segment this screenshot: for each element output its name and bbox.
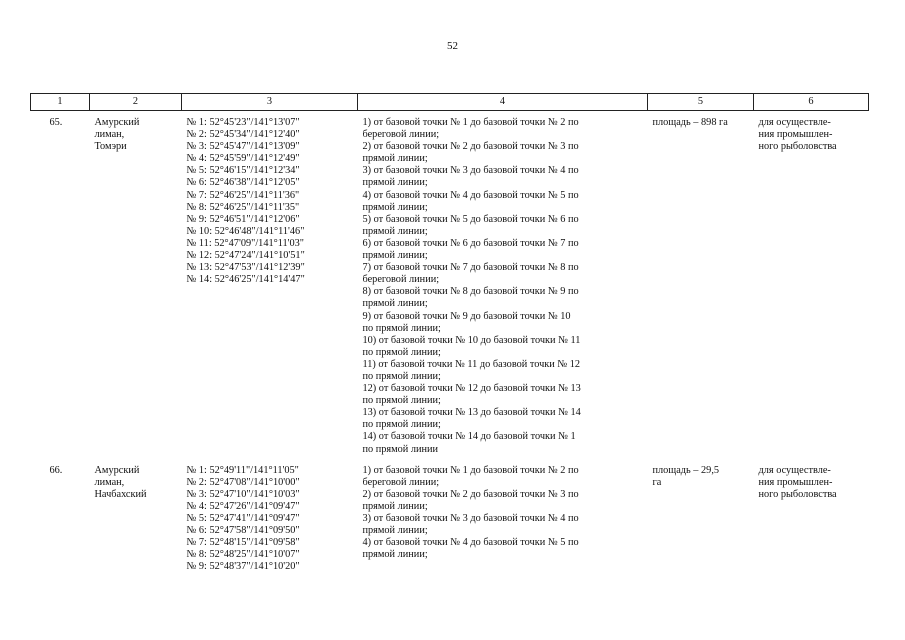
text-line: 6) от базовой точки № 6 до базовой точки № 7 по xyxy=(362,237,579,249)
text-line: по прямой линии; xyxy=(362,370,441,382)
text-line: ния промышлен- xyxy=(758,129,833,141)
text-line: 66. xyxy=(49,464,63,476)
text-line: прямой линии; xyxy=(362,177,428,189)
page-number: 52 xyxy=(447,40,458,52)
table-row xyxy=(31,111,869,460)
text-line: прямой линии; xyxy=(362,500,428,512)
fishing-areas-table xyxy=(30,93,869,577)
text-line: № 11: 52°47'09"/141°11'03" xyxy=(186,237,305,249)
text-line: № 12: 52°47'24"/141°10'51" xyxy=(186,250,305,262)
text-line: Амурский xyxy=(94,464,140,476)
text-line: Амурский xyxy=(94,117,140,128)
text-line: береговой линии; xyxy=(362,274,440,286)
text-line: 9) от базовой точки № 9 до базовой точки № 10 xyxy=(362,310,571,322)
text-line: ного рыболовства xyxy=(758,141,837,153)
text-line: лиман, xyxy=(94,476,125,488)
text-line: № 9: 52°46'51"/141°12'06" xyxy=(186,213,300,225)
column-header: 5 xyxy=(648,94,754,111)
text-line: № 10: 52°46'48"/141°11'46" xyxy=(186,225,305,237)
area-cell xyxy=(648,111,754,460)
text-line: № 5: 52°46'15"/141°12'34" xyxy=(186,165,300,177)
text-line: 4) от базовой точки № 4 до базовой точки № 5 по xyxy=(362,537,579,549)
text-line: прямой линии; xyxy=(362,225,428,237)
text-line: лиман, xyxy=(94,129,125,141)
text-line: прямой линии; xyxy=(362,250,428,262)
text-line: 1) от базовой точки № 1 до базовой точки № 2 по xyxy=(362,464,579,476)
text-line: № 13: 52°47'53"/141°12'39" xyxy=(186,262,305,274)
text-line: № 6: 52°46'38"/141°12'05" xyxy=(186,177,300,189)
text-line: № 1: 52°45'23"/141°13'07" xyxy=(186,117,300,128)
purpose-cell xyxy=(754,460,869,578)
text-line: № 2: 52°45'34"/141°12'40" xyxy=(186,129,300,141)
text-line: № 1: 52°49'11"/141°11'05" xyxy=(186,464,299,476)
purpose-cell xyxy=(754,111,869,460)
text-line: № 5: 52°47'41"/141°09'47" xyxy=(186,513,300,524)
text-line: № 7: 52°48'15"/141°09'58" xyxy=(186,537,300,549)
text-line: по прямой линии; xyxy=(362,322,441,334)
text-line: 3) от базовой точки № 3 до базовой точки № 4 по xyxy=(362,165,579,177)
text-line: 65. xyxy=(49,117,63,128)
text-line: по прямой линии; xyxy=(362,419,441,431)
text-line: по прямой линии; xyxy=(362,395,441,407)
text-line: площадь – 29,5 xyxy=(652,464,720,476)
column-header: 6 xyxy=(754,94,869,111)
text-line: по прямой линии; xyxy=(362,346,441,358)
boundary-description-cell xyxy=(358,111,648,460)
text-line: № 3: 52°45'47"/141°13'09" xyxy=(186,141,300,153)
text-line: № 6: 52°47'58"/141°09'50" xyxy=(186,525,300,537)
text-line: прямой линии; xyxy=(362,298,428,310)
text-line: № 8: 52°48'25"/141°10'07" xyxy=(186,549,300,561)
text-line: Начбахский xyxy=(94,488,147,500)
text-line: 8) от базовой точки № 8 до базовой точки № 9 по xyxy=(362,286,579,298)
text-line: № 2: 52°47'08"/141°10'00" xyxy=(186,476,300,488)
boundary-description-cell xyxy=(358,460,648,578)
column-header: 2 xyxy=(90,94,182,111)
column-number-row xyxy=(31,94,869,111)
text-line: № 8: 52°46'25"/141°11'35" xyxy=(186,201,300,213)
column-header: 4 xyxy=(358,94,648,111)
text-line: № 9: 52°48'37"/141°10'20" xyxy=(186,561,300,573)
text-line: 2) от базовой точки № 2 до базовой точки № 3 по xyxy=(362,141,579,153)
text-line: для осуществле- xyxy=(758,117,831,128)
location-cell xyxy=(90,111,182,460)
text-line: по прямой линии xyxy=(362,443,439,455)
text-line: 7) от базовой точки № 7 до базовой точки № 8 по xyxy=(362,262,579,274)
text-line: 14) от базовой точки № 14 до базовой точки № 1 xyxy=(362,431,576,443)
text-line: 4) от базовой точки № 4 до базовой точки № 5 по xyxy=(362,189,579,201)
text-line: га xyxy=(652,476,662,488)
text-line: 11) от базовой точки № 11 до базовой точки № 12 xyxy=(362,358,581,370)
text-line: прямой линии; xyxy=(362,153,428,165)
text-line: Томэри xyxy=(94,141,127,153)
text-line: № 14: 52°46'25"/141°14'47" xyxy=(186,274,305,286)
text-line: ного рыболовства xyxy=(758,488,837,500)
column-header: 3 xyxy=(182,94,358,111)
text-line: для осуществле- xyxy=(758,464,831,476)
text-line: 3) от базовой точки № 3 до базовой точки № 4 по xyxy=(362,513,579,524)
text-line: 12) от базовой точки № 12 до базовой точки № 13 xyxy=(362,383,581,395)
text-line: № 7: 52°46'25"/141°11'36" xyxy=(186,189,300,201)
text-line: прямой линии; xyxy=(362,549,428,561)
text-line: площадь – 898 га xyxy=(652,117,728,128)
text-line: 10) от базовой точки № 10 до базовой точки № 11 xyxy=(362,334,581,346)
text-line: № 4: 52°47'26"/141°09'47" xyxy=(186,500,300,512)
base-points-cell xyxy=(182,460,358,578)
row-number-cell xyxy=(31,460,90,578)
text-line: 1) от базовой точки № 1 до базовой точки № 2 по xyxy=(362,117,579,128)
text-line: береговой линии; xyxy=(362,129,440,141)
text-line: № 4: 52°45'59"/141°12'49" xyxy=(186,153,300,165)
text-line: береговой линии; xyxy=(362,476,440,488)
text-line: ния промышлен- xyxy=(758,476,833,488)
row-number-cell xyxy=(31,111,90,460)
text-line: прямой линии; xyxy=(362,525,428,537)
text-line: 5) от базовой точки № 5 до базовой точки № 6 по xyxy=(362,213,579,225)
text-line: 2) от базовой точки № 2 до базовой точки № 3 по xyxy=(362,488,579,500)
base-points-cell xyxy=(182,111,358,460)
table-row xyxy=(31,460,869,578)
text-line: № 3: 52°47'10"/141°10'03" xyxy=(186,488,300,500)
column-header: 1 xyxy=(31,94,90,111)
location-cell xyxy=(90,460,182,578)
text-line: 13) от базовой точки № 13 до базовой точки № 14 xyxy=(362,407,581,419)
text-line: прямой линии; xyxy=(362,201,428,213)
area-cell xyxy=(648,460,754,578)
